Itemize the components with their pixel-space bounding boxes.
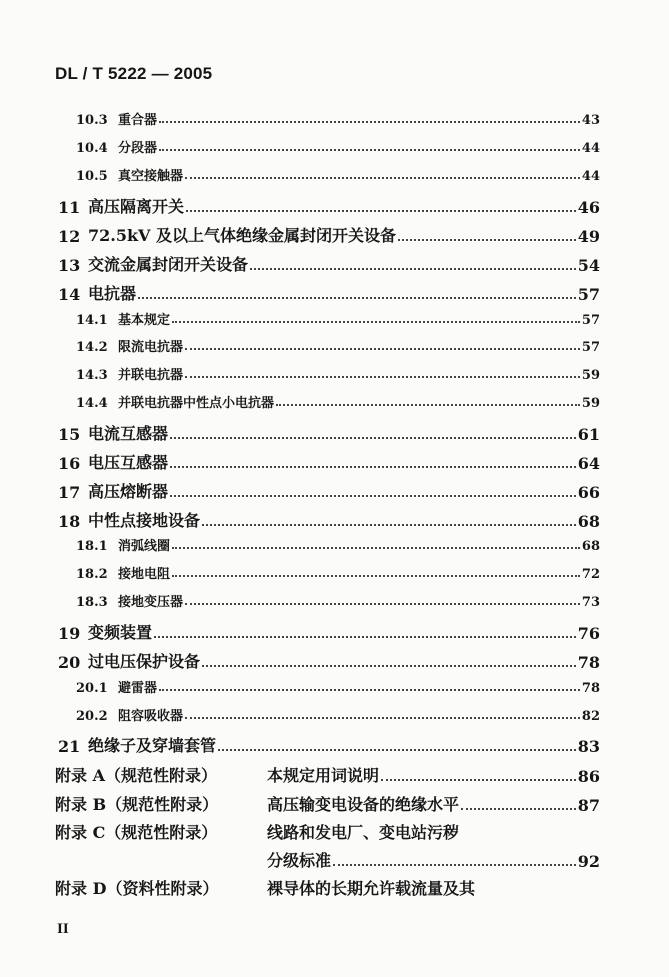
toc-leader-dots xyxy=(172,547,580,549)
toc-entry-page: 78 xyxy=(577,653,600,672)
toc-entry-title: 基本规定 xyxy=(118,313,171,328)
toc-entry[interactable] xyxy=(0,450,600,473)
toc-entry-number: 20 xyxy=(58,653,81,672)
toc-entry-number: 14.3 xyxy=(76,368,108,383)
toc-entry-number: 附录 A（规范性附录） xyxy=(55,766,217,785)
toc-entry[interactable] xyxy=(0,252,600,275)
toc-entry-number: 12 xyxy=(58,227,81,246)
toc-entry-title: 过电压保护设备 xyxy=(88,652,201,671)
toc-entry-title: 并联电抗器中性点小电抗器 xyxy=(118,396,275,411)
toc-entry[interactable] xyxy=(0,591,600,610)
toc-entry-page: 87 xyxy=(577,796,600,815)
toc-entry[interactable] xyxy=(0,223,600,246)
toc-entry-page: 49 xyxy=(577,227,600,246)
toc-entry-title: 高压输变电设备的绝缘水平 xyxy=(267,795,460,814)
toc-entry[interactable] xyxy=(0,705,600,724)
toc-entry[interactable] xyxy=(0,733,600,756)
toc-entry[interactable] xyxy=(0,392,600,411)
toc-entry[interactable] xyxy=(0,479,600,502)
toc-entry[interactable] xyxy=(0,165,600,184)
toc-entry-title: 接地电阻 xyxy=(118,567,171,582)
toc-entry-title: 真空接触器 xyxy=(118,169,184,184)
toc-entry-page: 73 xyxy=(581,595,600,610)
toc-leader-dots xyxy=(218,749,576,751)
toc-entry-title: 线路和发电厂、变电站污秽 xyxy=(267,823,460,842)
toc-entry-title: 接地变压器 xyxy=(118,595,184,610)
toc-entry-page: 59 xyxy=(581,396,600,411)
toc-entry-title: 重合器 xyxy=(118,113,158,128)
toc-leader-dots xyxy=(185,603,580,605)
toc-entry-number: 18.1 xyxy=(76,539,108,554)
toc-entry-page: 59 xyxy=(581,368,600,383)
toc-entry-page: 43 xyxy=(581,113,600,128)
toc-entry[interactable] xyxy=(0,620,600,643)
toc-entry[interactable] xyxy=(0,309,600,328)
toc-entry-page: 92 xyxy=(577,852,600,871)
toc-entry-title: 分段器 xyxy=(118,141,158,156)
toc-entry-title: 72.5kV 及以上气体绝缘金属封闭开关设备 xyxy=(88,226,397,245)
toc-leader-dots xyxy=(202,665,576,667)
toc-entry[interactable] xyxy=(0,876,600,899)
toc-entry[interactable] xyxy=(0,508,600,531)
toc-entry-title: 交流金属封闭开关设备 xyxy=(88,255,249,274)
toc-entry-page: 66 xyxy=(577,483,600,502)
toc-leader-dots xyxy=(381,779,576,781)
toc-entry-number: 17 xyxy=(58,483,81,502)
toc-entry-page: 57 xyxy=(581,340,600,355)
toc-leader-dots xyxy=(186,210,576,212)
toc-entry-number: 附录 C（规范性附录） xyxy=(55,823,218,842)
toc-entry-page: 83 xyxy=(577,737,600,756)
toc-leader-dots xyxy=(170,495,576,497)
toc-entry[interactable] xyxy=(0,364,600,383)
toc-entry-number: 10.4 xyxy=(76,141,108,156)
toc-entry-number: 附录 D（资料性附录） xyxy=(55,879,219,898)
toc-entry-title: 高压隔离开关 xyxy=(88,197,185,216)
toc-leader-dots xyxy=(461,808,576,810)
toc-entry-page: 82 xyxy=(581,709,600,724)
toc-entry-number: 20.1 xyxy=(76,681,108,696)
toc-entry-page: 68 xyxy=(581,539,600,554)
toc-leader-dots xyxy=(159,121,580,123)
toc-entry-page: 72 xyxy=(581,567,600,582)
toc-leader-dots xyxy=(202,524,576,526)
toc-entry-title: 阻容吸收器 xyxy=(118,709,184,724)
toc-entry-page: 78 xyxy=(581,681,600,696)
toc-entry-title: 避雷器 xyxy=(118,681,158,696)
toc-entry-page: 44 xyxy=(581,141,600,156)
toc-leader-dots xyxy=(185,717,580,719)
toc-leader-dots xyxy=(159,149,580,151)
toc-leader-dots xyxy=(170,437,576,439)
toc-leader-dots xyxy=(154,636,576,638)
toc-leader-dots xyxy=(185,177,580,179)
toc-entry-title: 电抗器 xyxy=(88,284,137,303)
toc-entry-number: 18 xyxy=(58,512,81,531)
toc-entry-number: 16 xyxy=(58,454,81,473)
page-number: II xyxy=(57,921,69,937)
toc-entry-title: 裸导体的长期允许载流量及其 xyxy=(267,879,476,898)
toc-entry[interactable] xyxy=(0,649,600,672)
toc-entry-number: 11 xyxy=(58,198,81,217)
toc-entry-title: 并联电抗器 xyxy=(118,368,184,383)
toc-leader-dots xyxy=(170,466,576,468)
toc-entry[interactable] xyxy=(0,137,600,156)
toc-entry-title: 分级标准 xyxy=(267,851,332,870)
toc-entry-page: 76 xyxy=(577,624,600,643)
toc-entry-number: 15 xyxy=(58,425,81,444)
toc-entry-title: 绝缘子及穿墙套管 xyxy=(88,736,217,755)
toc-leader-dots xyxy=(250,268,576,270)
toc-entry-number: 14.1 xyxy=(76,313,108,328)
toc-leader-dots xyxy=(398,239,576,241)
toc-leader-dots xyxy=(276,404,580,406)
toc-entry[interactable] xyxy=(0,535,600,554)
toc-entry-number: 14.4 xyxy=(76,396,108,411)
toc-entry-title: 电流互感器 xyxy=(88,424,169,443)
toc-entry-page: 44 xyxy=(581,169,600,184)
toc-leader-dots xyxy=(333,864,576,866)
toc-entry[interactable] xyxy=(0,848,600,871)
toc-entry-number: 21 xyxy=(58,737,81,756)
toc-entry-number: 14 xyxy=(58,285,81,304)
toc-entry-title: 限流电抗器 xyxy=(118,340,184,355)
toc-entry-page: 64 xyxy=(577,454,600,473)
toc-entry-title: 消弧线圈 xyxy=(118,539,171,554)
toc-entry[interactable] xyxy=(0,763,600,786)
toc-entry[interactable] xyxy=(0,336,600,355)
toc-entry-title: 中性点接地设备 xyxy=(88,511,201,530)
toc-entry-page: 46 xyxy=(577,198,600,217)
toc-leader-dots xyxy=(172,575,580,577)
toc-entry-page: 57 xyxy=(581,313,600,328)
toc-entry[interactable] xyxy=(0,281,600,304)
toc-entry[interactable] xyxy=(0,677,600,696)
toc-entry-page: 57 xyxy=(577,285,600,304)
toc-entry-number: 18.2 xyxy=(76,567,108,582)
toc-entry[interactable] xyxy=(0,792,600,815)
toc-entry-title: 变频装置 xyxy=(88,623,153,642)
toc-entry[interactable] xyxy=(0,563,600,582)
toc-leader-dots xyxy=(138,297,576,299)
toc-entry[interactable] xyxy=(0,820,600,843)
toc-entry-page: 61 xyxy=(577,425,600,444)
toc-leader-dots xyxy=(185,348,580,350)
toc-entry-number: 20.2 xyxy=(76,709,108,724)
toc-entry-page: 68 xyxy=(577,512,600,531)
toc-leader-dots xyxy=(159,689,580,691)
toc-entry-title: 本规定用词说明 xyxy=(267,766,380,785)
toc-entry-number: 13 xyxy=(58,256,81,275)
toc-entry-title: 电压互感器 xyxy=(88,453,169,472)
toc-entry-number: 附录 B（规范性附录） xyxy=(55,795,219,814)
toc-entry-number: 10.5 xyxy=(76,169,108,184)
toc-entry-number: 14.2 xyxy=(76,340,108,355)
toc-entry-page: 86 xyxy=(577,767,600,786)
toc-entry-number: 19 xyxy=(58,624,81,643)
toc-entry[interactable] xyxy=(0,421,600,444)
toc-leader-dots xyxy=(185,376,580,378)
toc-entry[interactable] xyxy=(0,194,600,217)
toc-leader-dots xyxy=(172,321,580,323)
toc-entry[interactable] xyxy=(0,109,600,128)
toc-entry-page: 54 xyxy=(577,256,600,275)
toc-entry-title: 高压熔断器 xyxy=(88,482,169,501)
document-header: DL / T 5222 — 2005 xyxy=(55,64,213,83)
toc-entry-number: 18.3 xyxy=(76,595,108,610)
toc-entry-number: 10.3 xyxy=(76,113,108,128)
